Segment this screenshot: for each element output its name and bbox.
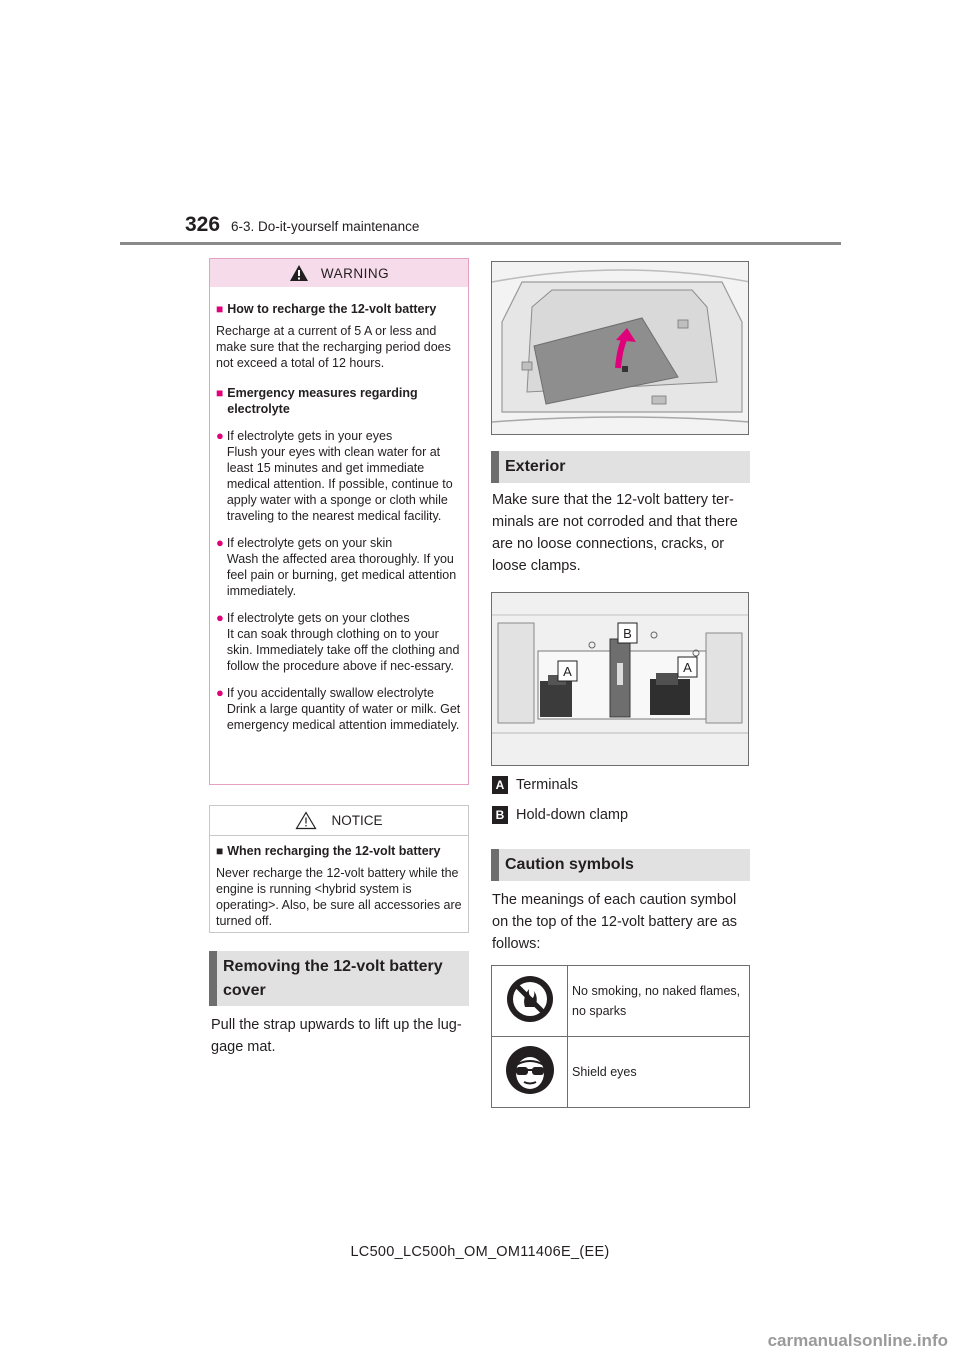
warning-body (210, 287, 468, 733)
no-smoking-icon (505, 974, 555, 1024)
notice-text: Never recharge the 12-volt battery while the engine is running <hybrid system is operating>. Also, be sure all accessories are turned off. (216, 866, 462, 928)
bullet-text: Drink a large quantity of water or milk. Get emergency medical attention immediately. (226, 702, 461, 732)
warning-box (209, 258, 469, 785)
bullet-title: If electrolyte gets on your clothes (226, 611, 410, 625)
square-bullet-icon: ■ (216, 302, 224, 316)
symbol-cell (492, 966, 568, 1037)
exterior-heading: Exterior (491, 451, 750, 483)
bullet-text: Flush your eyes with clean water for at least 15 minutes and get immediate medical attention. If possible, continue to apply water with a sponge or cloth while traveling to the nearest medical facility. (226, 445, 453, 523)
caution-symbols-heading: Caution symbols (491, 849, 750, 881)
caution-outline-icon (295, 811, 317, 830)
table-row (492, 1037, 750, 1108)
callout-letter: A (492, 776, 508, 794)
bullet-text: It can soak through clothing on to your skin. Immediately take off the clothing and follow the procedure above if nec-essary. (226, 627, 460, 673)
warning-bullet (216, 535, 462, 599)
warning-triangle-icon (289, 264, 309, 282)
callout-row (492, 806, 628, 824)
symbol-cell (492, 1037, 568, 1108)
exterior-text: Make sure that the 12-volt battery ter-minals are not corroded and that there are no loose connections, cracks, or loose clamps. (492, 492, 738, 574)
round-bullet-icon: ● (216, 685, 224, 700)
bullet-title: If electrolyte gets on your skin (226, 536, 393, 550)
warning-paragraph: Recharge at a current of 5 A or less and make sure that the recharging period does not exceed a total of 12 hours. (216, 324, 451, 370)
callout-text: Terminals (516, 777, 579, 793)
caution-symbols-text: The meanings of each caution symbol on the top of the 12-volt battery are as follows: (492, 892, 738, 952)
notice-label: NOTICE (331, 813, 383, 828)
warning-header (210, 259, 468, 287)
square-bullet-icon: ■ (216, 844, 224, 858)
page-number: 326 (185, 213, 221, 236)
symbol-description: Shield eyes (568, 1037, 750, 1108)
round-bullet-icon: ● (216, 610, 224, 625)
bullet-text: Wash the affected area thoroughly. If you feel pain or burning, get medical attention immediately. (226, 552, 457, 598)
notice-header (210, 806, 468, 836)
callout-text: Hold-down clamp (516, 807, 629, 823)
warning-bullet (216, 428, 462, 524)
section-title: 6-3. Do-it-yourself maintenance (231, 219, 420, 234)
bullet-title: If you accidentally swallow electrolyte (226, 686, 434, 700)
square-bullet-icon: ■ (216, 386, 224, 400)
header-rule (120, 242, 841, 245)
symbol-description: No smoking, no naked flames, no sparks (568, 966, 750, 1037)
table-row (492, 966, 750, 1037)
watermark: carmanualsonline.info (767, 1331, 948, 1350)
battery-illustration (492, 593, 749, 766)
callout-row (492, 776, 578, 794)
notice-heading: ■ When recharging the 12-volt battery (216, 844, 441, 858)
removing-cover-text: Pull the strap upwards to lift up the lug-gage mat. (211, 1017, 462, 1055)
warning-label: WARNING (320, 265, 390, 281)
luggage-mat-image (491, 261, 749, 435)
round-bullet-icon: ● (216, 535, 224, 550)
warning-bullet (216, 685, 462, 733)
removing-cover-heading: Removing the 12-volt battery cover (209, 951, 469, 1006)
warning-section-heading: ■ How to recharge the 12-volt battery (216, 302, 437, 316)
warning-bullet (216, 610, 462, 674)
bullet-title: If electrolyte gets in your eyes (226, 429, 393, 443)
shield-eyes-icon (505, 1045, 555, 1095)
round-bullet-icon: ● (216, 428, 224, 443)
notice-box (209, 805, 469, 933)
caution-symbols-table (491, 965, 750, 1108)
diagram-label-a: A (563, 664, 572, 679)
notice-body (210, 836, 468, 933)
battery-image (491, 592, 749, 766)
callout-letter: B (492, 806, 508, 824)
diagram-label-b: B (623, 626, 632, 641)
diagram-label-a: A (683, 660, 692, 675)
warning-section-heading: ■ Emergency measures regarding electrolyte (216, 386, 418, 416)
model-code: LC500_LC500h_OM_OM11406E_(EE) (350, 1244, 610, 1260)
luggage-compartment-illustration (492, 262, 749, 435)
